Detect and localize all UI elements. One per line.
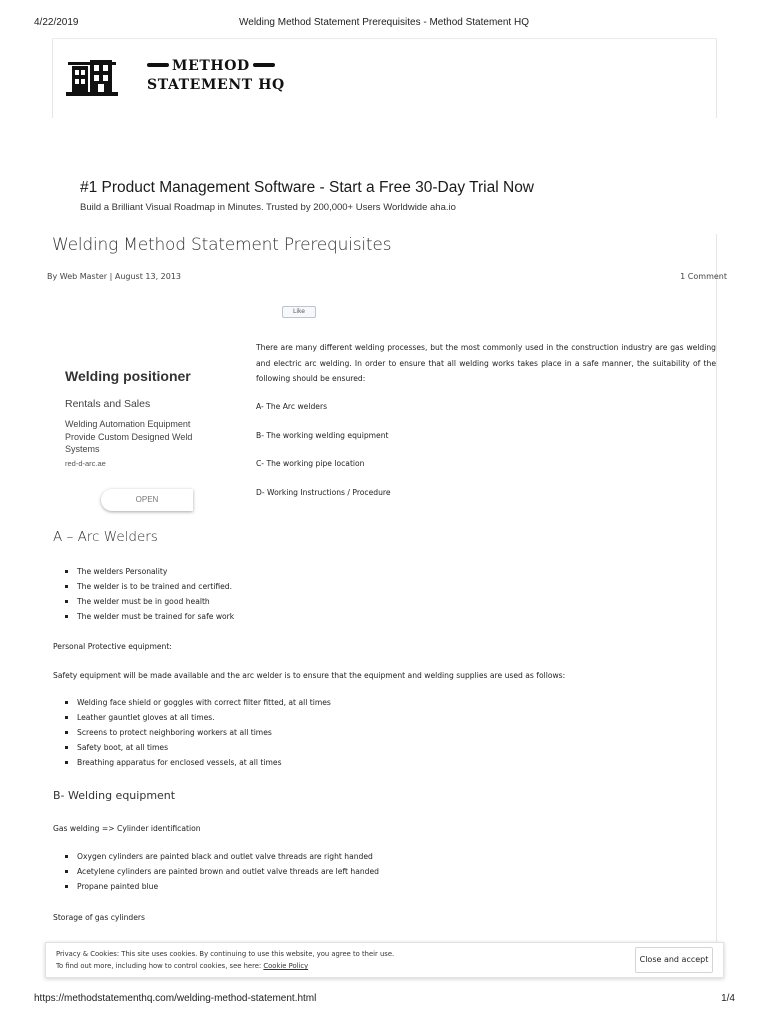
site-logo-text[interactable] (147, 57, 285, 95)
checklist-item: B- The working welding equipment (256, 431, 389, 440)
side-ad-description[interactable] (65, 418, 195, 456)
checklist-item: A- The Arc welders (256, 402, 328, 411)
section-a-heading: A – Arc Welders (53, 529, 158, 545)
list-item: Leather gauntlet gloves at all times. (53, 710, 331, 725)
cookie-line2: To find out more, including how to control cookies, see here: (56, 962, 262, 970)
logo-line1: METHOD (172, 58, 250, 74)
frame-line-top (52, 38, 717, 39)
close-and-accept-button[interactable]: Close and accept (635, 947, 713, 973)
ppe-list (53, 695, 331, 770)
list-item: The welder is to be trained and certified. (53, 579, 234, 594)
list-item: The welder must be in good health (53, 594, 234, 609)
side-ad-title[interactable]: Welding positioner (65, 368, 191, 384)
list-item: Oxygen cylinders are painted black and outlet valve threads are right handed (53, 849, 379, 864)
gas-label: Gas welding => Cylinder identification (53, 824, 201, 833)
list-item: The welders Personality (53, 564, 234, 579)
side-ad-open-button[interactable]: OPEN (101, 489, 193, 511)
checklist-item: D- Working Instructions / Procedure (256, 488, 391, 497)
cookie-notice-text (56, 948, 394, 972)
side-ad-desc-line3: Systems (65, 444, 100, 454)
print-url: https://methodstatementhq.com/welding-method-statement.html (34, 993, 317, 1004)
frame-line-right (716, 234, 717, 942)
list-item: Safety boot, at all times (53, 740, 331, 755)
side-ad-desc-line1: Welding Automation Equipment (65, 419, 191, 429)
gas-list (53, 849, 379, 894)
section-b-heading: B- Welding equipment (53, 789, 176, 802)
print-date: 4/22/2019 (34, 17, 79, 28)
site-logo-icon[interactable] (62, 56, 122, 98)
article-intro: There are many different welding processes, but the most commonly used in the construction industry are gas welding and electric arc welding. In order to ensure that all welding works takes place in a safe manner, the suitability of the following should be ensured: (256, 343, 716, 383)
ppe-intro: Safety equipment will be made available and the arc welder is to ensure that the equipment and welding supplies are used as follows: (53, 671, 566, 680)
print-page-number: 1/4 (721, 993, 735, 1004)
list-item: Acetylene cylinders are painted brown and outlet valve threads are left handed (53, 864, 379, 879)
list-item: Screens to protect neighboring workers at all times (53, 725, 331, 740)
checklist-item: C- The working pipe location (256, 459, 365, 468)
list-item: The welder must be trained for safe work (53, 609, 234, 624)
cookie-policy-link[interactable]: Cookie Policy (263, 962, 309, 970)
comments-link[interactable]: 1 Comment (680, 272, 727, 281)
ad-banner-title[interactable]: #1 Product Management Software - Start a Free 30-Day Trial Now (80, 179, 535, 196)
list-item: Welding face shield or goggles with correct filter fitted, at all times (53, 695, 331, 710)
frame-line-right-top (716, 38, 717, 118)
logo-line2: STATEMENT HQ (147, 77, 285, 93)
side-ad-desc-line2: Provide Custom Designed Weld (65, 431, 193, 442)
cookie-notice (45, 942, 724, 978)
section-a-list (53, 564, 234, 624)
article-byline: By Web Master | August 13, 2013 (47, 272, 182, 281)
page-title: Welding Method Statement Prerequisites (52, 235, 392, 255)
ad-banner-subtitle[interactable]: Build a Brilliant Visual Roadmap in Minutes. Trusted by 200,000+ Users Worldwide aha.io (80, 202, 456, 213)
like-button[interactable]: Like (282, 306, 316, 318)
side-ad-url[interactable]: red-d-arc.ae (65, 459, 106, 468)
list-item: Breathing apparatus for enclosed vessels, at all times (53, 755, 331, 770)
print-doc-title: Welding Method Statement Prerequisites - Method Statement HQ (239, 17, 529, 28)
list-item: Propane painted blue (53, 879, 379, 894)
cookie-line1: Privacy & Cookies: This site uses cookies. By continuing to use this website, you agree to their use. (56, 950, 395, 958)
ppe-label: Personal Protective equipment: (53, 642, 172, 651)
side-ad-subtitle[interactable]: Rentals and Sales (65, 398, 151, 410)
frame-line-left-top (52, 38, 53, 118)
storage-label: Storage of gas cylinders (53, 913, 145, 922)
